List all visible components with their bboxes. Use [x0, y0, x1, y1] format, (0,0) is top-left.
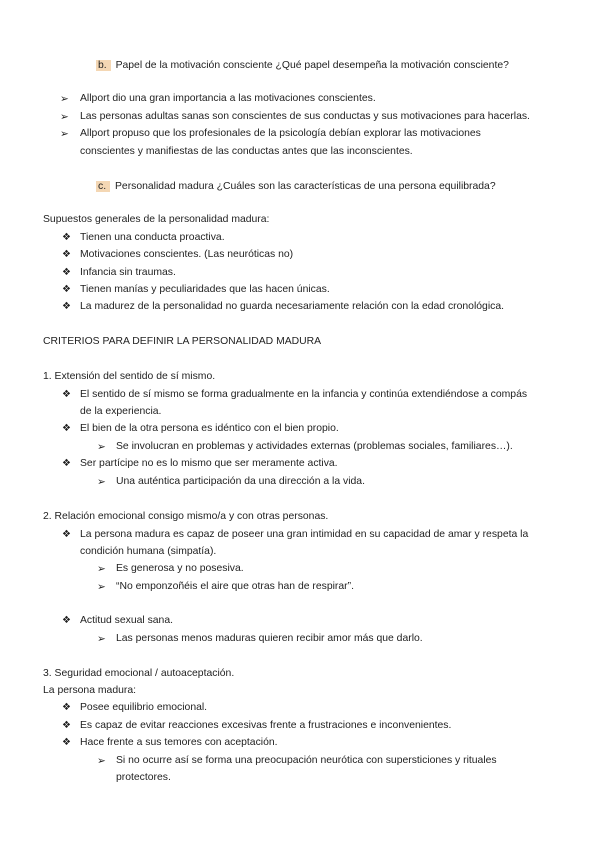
list-item: La persona madura es capaz de poseer una gran intimidad en su capacidad de amar y respeta la	[80, 529, 529, 540]
diamond-bullet-icon: ❖	[62, 232, 71, 243]
list-item: El sentido de sí mismo se forma gradualmente en la infancia y continúa extendiéndose a compás	[80, 389, 528, 400]
arrow-bullet-icon: ➢	[97, 633, 106, 645]
diamond-bullet-icon: ❖	[62, 737, 71, 748]
sub-list-item: Las personas menos maduras quieren recibir amor más que darlo.	[116, 633, 423, 644]
criterion-2-title: 2. Relación emocional consigo mismo/a y con otras personas.	[43, 511, 329, 522]
diamond-bullet-icon: ❖	[62, 529, 71, 540]
section-b-letter: b.	[96, 60, 111, 71]
list-item: Las personas adultas sanas son conscientes de sus conductas y sus motivaciones para hacerlas.	[80, 111, 530, 122]
list-item: Ser partícipe no es lo mismo que ser meramente activa.	[80, 458, 338, 469]
sub-list-item: Se involucran en problemas y actividades externas (problemas sociales, familiares…).	[116, 441, 513, 452]
supuestos-title: Supuestos generales de la personalidad madura:	[43, 214, 270, 225]
arrow-bullet-icon: ➢	[97, 581, 106, 593]
list-item: Posee equilibrio emocional.	[80, 702, 208, 713]
sub-list-item: Una auténtica participación da una dirección a la vida.	[116, 476, 365, 487]
list-item: Motivaciones conscientes. (Las neuróticas no)	[80, 249, 294, 260]
diamond-bullet-icon: ❖	[62, 458, 71, 469]
list-item-continuation: conscientes y manifiestas de las conductas antes que las inconscientes.	[80, 146, 413, 157]
arrow-bullet-icon: ➢	[60, 93, 69, 105]
list-item: Infancia sin traumas.	[80, 267, 176, 278]
diamond-bullet-icon: ❖	[62, 423, 71, 434]
list-item: Tienen manías y peculiaridades que las hacen únicas.	[80, 284, 330, 295]
diamond-bullet-icon: ❖	[62, 720, 71, 731]
list-item: Allport dio una gran importancia a las motivaciones conscientes.	[80, 93, 376, 104]
section-b-text: Papel de la motivación consciente ¿Qué papel desempeña la motivación consciente?	[115, 60, 509, 71]
criterion-3-intro: La persona madura:	[43, 685, 136, 696]
list-item: El bien de la otra persona es idéntico con el bien propio.	[80, 423, 339, 434]
list-item-continuation: condición humana (simpatía).	[80, 546, 217, 557]
sub-list-item: Si no ocurre así se forma una preocupación neurótica con supersticiones y rituales	[116, 755, 497, 766]
diamond-bullet-icon: ❖	[62, 284, 71, 295]
criterion-1-title: 1. Extensión del sentido de sí mismo.	[43, 371, 216, 382]
diamond-bullet-icon: ❖	[62, 301, 71, 312]
criterion-3-title: 3. Seguridad emocional / autoaceptación.	[43, 668, 235, 679]
sub-list-item: “No emponzoñéis el aire que otras han de respirar”.	[116, 581, 354, 592]
list-item-continuation: de la experiencia.	[80, 406, 162, 417]
arrow-bullet-icon: ➢	[97, 441, 106, 453]
list-item: Hace frente a sus temores con aceptación.	[80, 737, 278, 748]
list-item: Actitud sexual sana.	[80, 615, 173, 626]
arrow-bullet-icon: ➢	[97, 476, 106, 488]
section-c-letter: c.	[96, 181, 110, 192]
section-b-heading	[96, 59, 509, 73]
list-item: Allport propuso que los profesionales de la psicología debían explorar las motivaciones	[80, 128, 481, 139]
diamond-bullet-icon: ❖	[62, 389, 71, 400]
section-c-heading	[96, 180, 496, 194]
diamond-bullet-icon: ❖	[62, 702, 71, 713]
arrow-bullet-icon: ➢	[60, 128, 69, 140]
list-item: La madurez de la personalidad no guarda necesariamente relación con la edad cronológica.	[80, 301, 504, 312]
diamond-bullet-icon: ❖	[62, 249, 71, 260]
sub-list-item-continuation: protectores.	[116, 772, 171, 783]
criterios-title: CRITERIOS PARA DEFINIR LA PERSONALIDAD MADURA	[43, 336, 322, 347]
sub-list-item: Es generosa y no posesiva.	[116, 563, 244, 574]
diamond-bullet-icon: ❖	[62, 267, 71, 278]
diamond-bullet-icon: ❖	[62, 615, 71, 626]
arrow-bullet-icon: ➢	[60, 111, 69, 123]
arrow-bullet-icon: ➢	[97, 563, 106, 575]
arrow-bullet-icon: ➢	[97, 755, 106, 767]
list-item: Es capaz de evitar reacciones excesivas frente a frustraciones e inconvenientes.	[80, 720, 452, 731]
section-c-text: Personalidad madura ¿Cuáles son las características de una persona equilibrada?	[114, 181, 496, 192]
list-item: Tienen una conducta proactiva.	[80, 232, 225, 243]
